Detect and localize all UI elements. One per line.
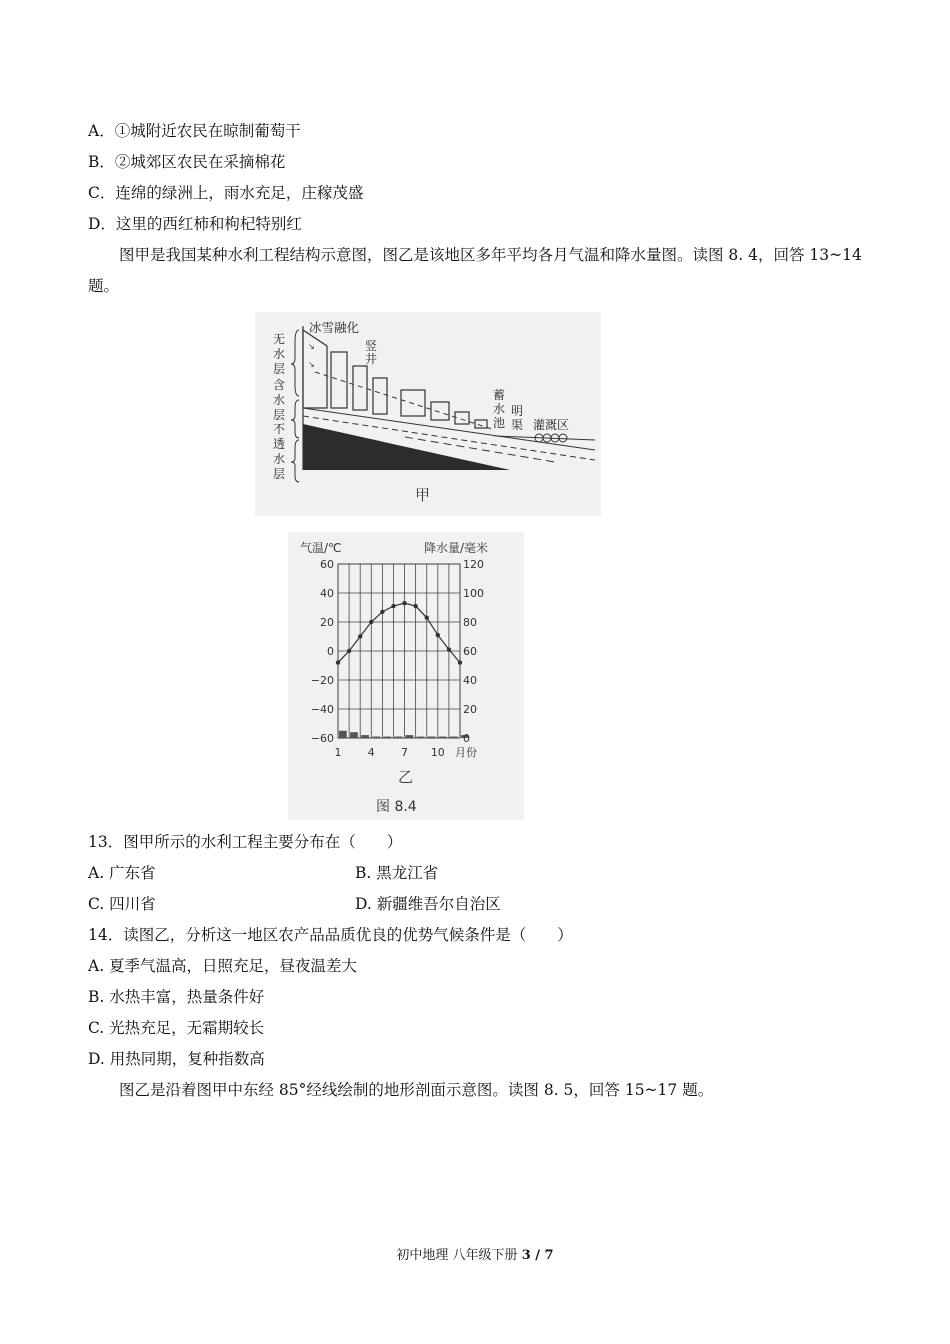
page-footer	[0, 1244, 950, 1263]
temp-tick-label: −60	[310, 732, 334, 745]
x-axis-label: 月份	[455, 746, 477, 759]
precip-bar	[350, 732, 358, 738]
temperature-point	[380, 610, 384, 614]
temperature-point	[458, 660, 462, 664]
q13-option-b: B. 黑龙江省	[355, 864, 439, 882]
precip-tick-label: 120	[463, 558, 484, 571]
intro-15-17: 图乙是沿着图甲中东经 85°经线绘制的地形剖面示意图。读图 8. 5，回答 15~17 题。	[119, 1081, 714, 1099]
precip-tick-label: 20	[463, 703, 477, 716]
label-snow-melt: 冰雪融化	[309, 320, 360, 335]
temp-tick-label: −20	[310, 674, 334, 687]
q13-stem: 13．图甲所示的水利工程主要分布在（ ）	[88, 833, 403, 851]
precip-axis-label: 降水量/毫米	[424, 541, 489, 555]
label-layer-dry: 无水层	[273, 332, 286, 376]
label-layer-impermeable: 不透水层	[273, 422, 286, 481]
precip-bar	[406, 735, 414, 738]
q12-option-d: D．这里的西红柿和枸杞特别红	[88, 215, 302, 233]
precip-bar	[383, 737, 391, 738]
temp-tick-label: 20	[320, 616, 334, 629]
svg-text:↘: ↘	[308, 360, 315, 369]
temperature-point	[391, 604, 395, 608]
q12-option-a: A．①城附近农民在晾制葡萄干	[88, 122, 301, 140]
precip-bar	[428, 737, 436, 738]
svg-text:↘: ↘	[308, 342, 315, 351]
precip-bar	[417, 737, 425, 738]
q14-option-a: A. 夏季气温高，日照充足，昼夜温差大	[88, 957, 358, 975]
q13-option-c: C. 四川省	[88, 895, 156, 913]
temperature-point	[358, 634, 362, 638]
month-tick-label: 4	[367, 746, 375, 759]
temp-tick-label: −40	[310, 703, 334, 716]
q14-option-c: C. 光热充足，无霜期较长	[88, 1019, 265, 1037]
precip-bar	[394, 737, 402, 738]
label-canal: 明渠	[511, 404, 524, 432]
temperature-point	[402, 601, 406, 605]
temperature-point	[347, 649, 351, 653]
month-tick-label: 7	[401, 746, 409, 759]
temperature-point	[436, 633, 440, 637]
q13-option-a: A. 广东省	[88, 864, 156, 882]
figure-jia	[255, 312, 601, 516]
label-pool: 蓄水池	[493, 388, 506, 430]
precip-tick-label: 0	[463, 732, 470, 745]
figure-yi-label: 乙	[398, 768, 414, 786]
q14-option-d: D. 用热同期，复种指数高	[88, 1050, 265, 1068]
precip-bar	[361, 735, 369, 738]
footer-subject: 初中地理 八年级下册	[396, 1248, 522, 1263]
q12-option-b: B．②城郊区农民在采摘棉花	[88, 153, 286, 171]
q12-option-c: C．连绵的绿洲上，雨水充足，庄稼茂盛	[88, 184, 364, 202]
figure-yi	[288, 532, 524, 820]
precip-tick-label: 60	[463, 645, 477, 658]
precip-bar	[339, 731, 347, 738]
label-layer-aquifer: 含水层	[273, 378, 286, 422]
temperature-point	[413, 604, 417, 608]
temp-tick-label: 40	[320, 587, 334, 600]
figure-jia-label: 甲	[415, 486, 431, 504]
precip-tick-label: 80	[463, 616, 477, 629]
temp-axis-label: 气温/℃	[300, 541, 342, 555]
precip-bar	[439, 737, 447, 738]
figure-caption: 图 8.4	[376, 799, 417, 815]
temperature-point	[369, 620, 373, 624]
temperature-point	[425, 615, 429, 619]
q13-option-d: D. 新疆维吾尔自治区	[355, 895, 501, 913]
q14-option-b: B. 水热丰富，热量条件好	[88, 988, 265, 1006]
climate-chart	[288, 532, 524, 820]
temperature-point	[336, 660, 340, 664]
month-tick-label: 1	[334, 746, 342, 759]
precip-bar	[450, 737, 458, 738]
precip-tick-label: 100	[463, 587, 484, 600]
precip-bar	[372, 737, 380, 738]
temperature-point	[447, 647, 451, 651]
page-number: 3 / 7	[521, 1248, 554, 1263]
label-irrigation: 灌溉区	[533, 418, 570, 432]
label-well: 竖井	[365, 339, 378, 366]
temp-tick-label: 0	[327, 645, 334, 658]
temp-tick-label: 60	[320, 558, 334, 571]
temperature-line	[338, 603, 460, 662]
q14-stem: 14．读图乙，分析这一地区农产品品质优良的优势气候条件是（ ）	[88, 926, 573, 944]
month-tick-label: 10	[430, 746, 445, 759]
intro-13-14: 图甲是我国某种水利工程结构示意图，图乙是该地区多年平均各月气温和降水量图。读图 8. 4，回答 13~14 题。	[88, 246, 862, 295]
precip-tick-label: 40	[463, 674, 477, 687]
